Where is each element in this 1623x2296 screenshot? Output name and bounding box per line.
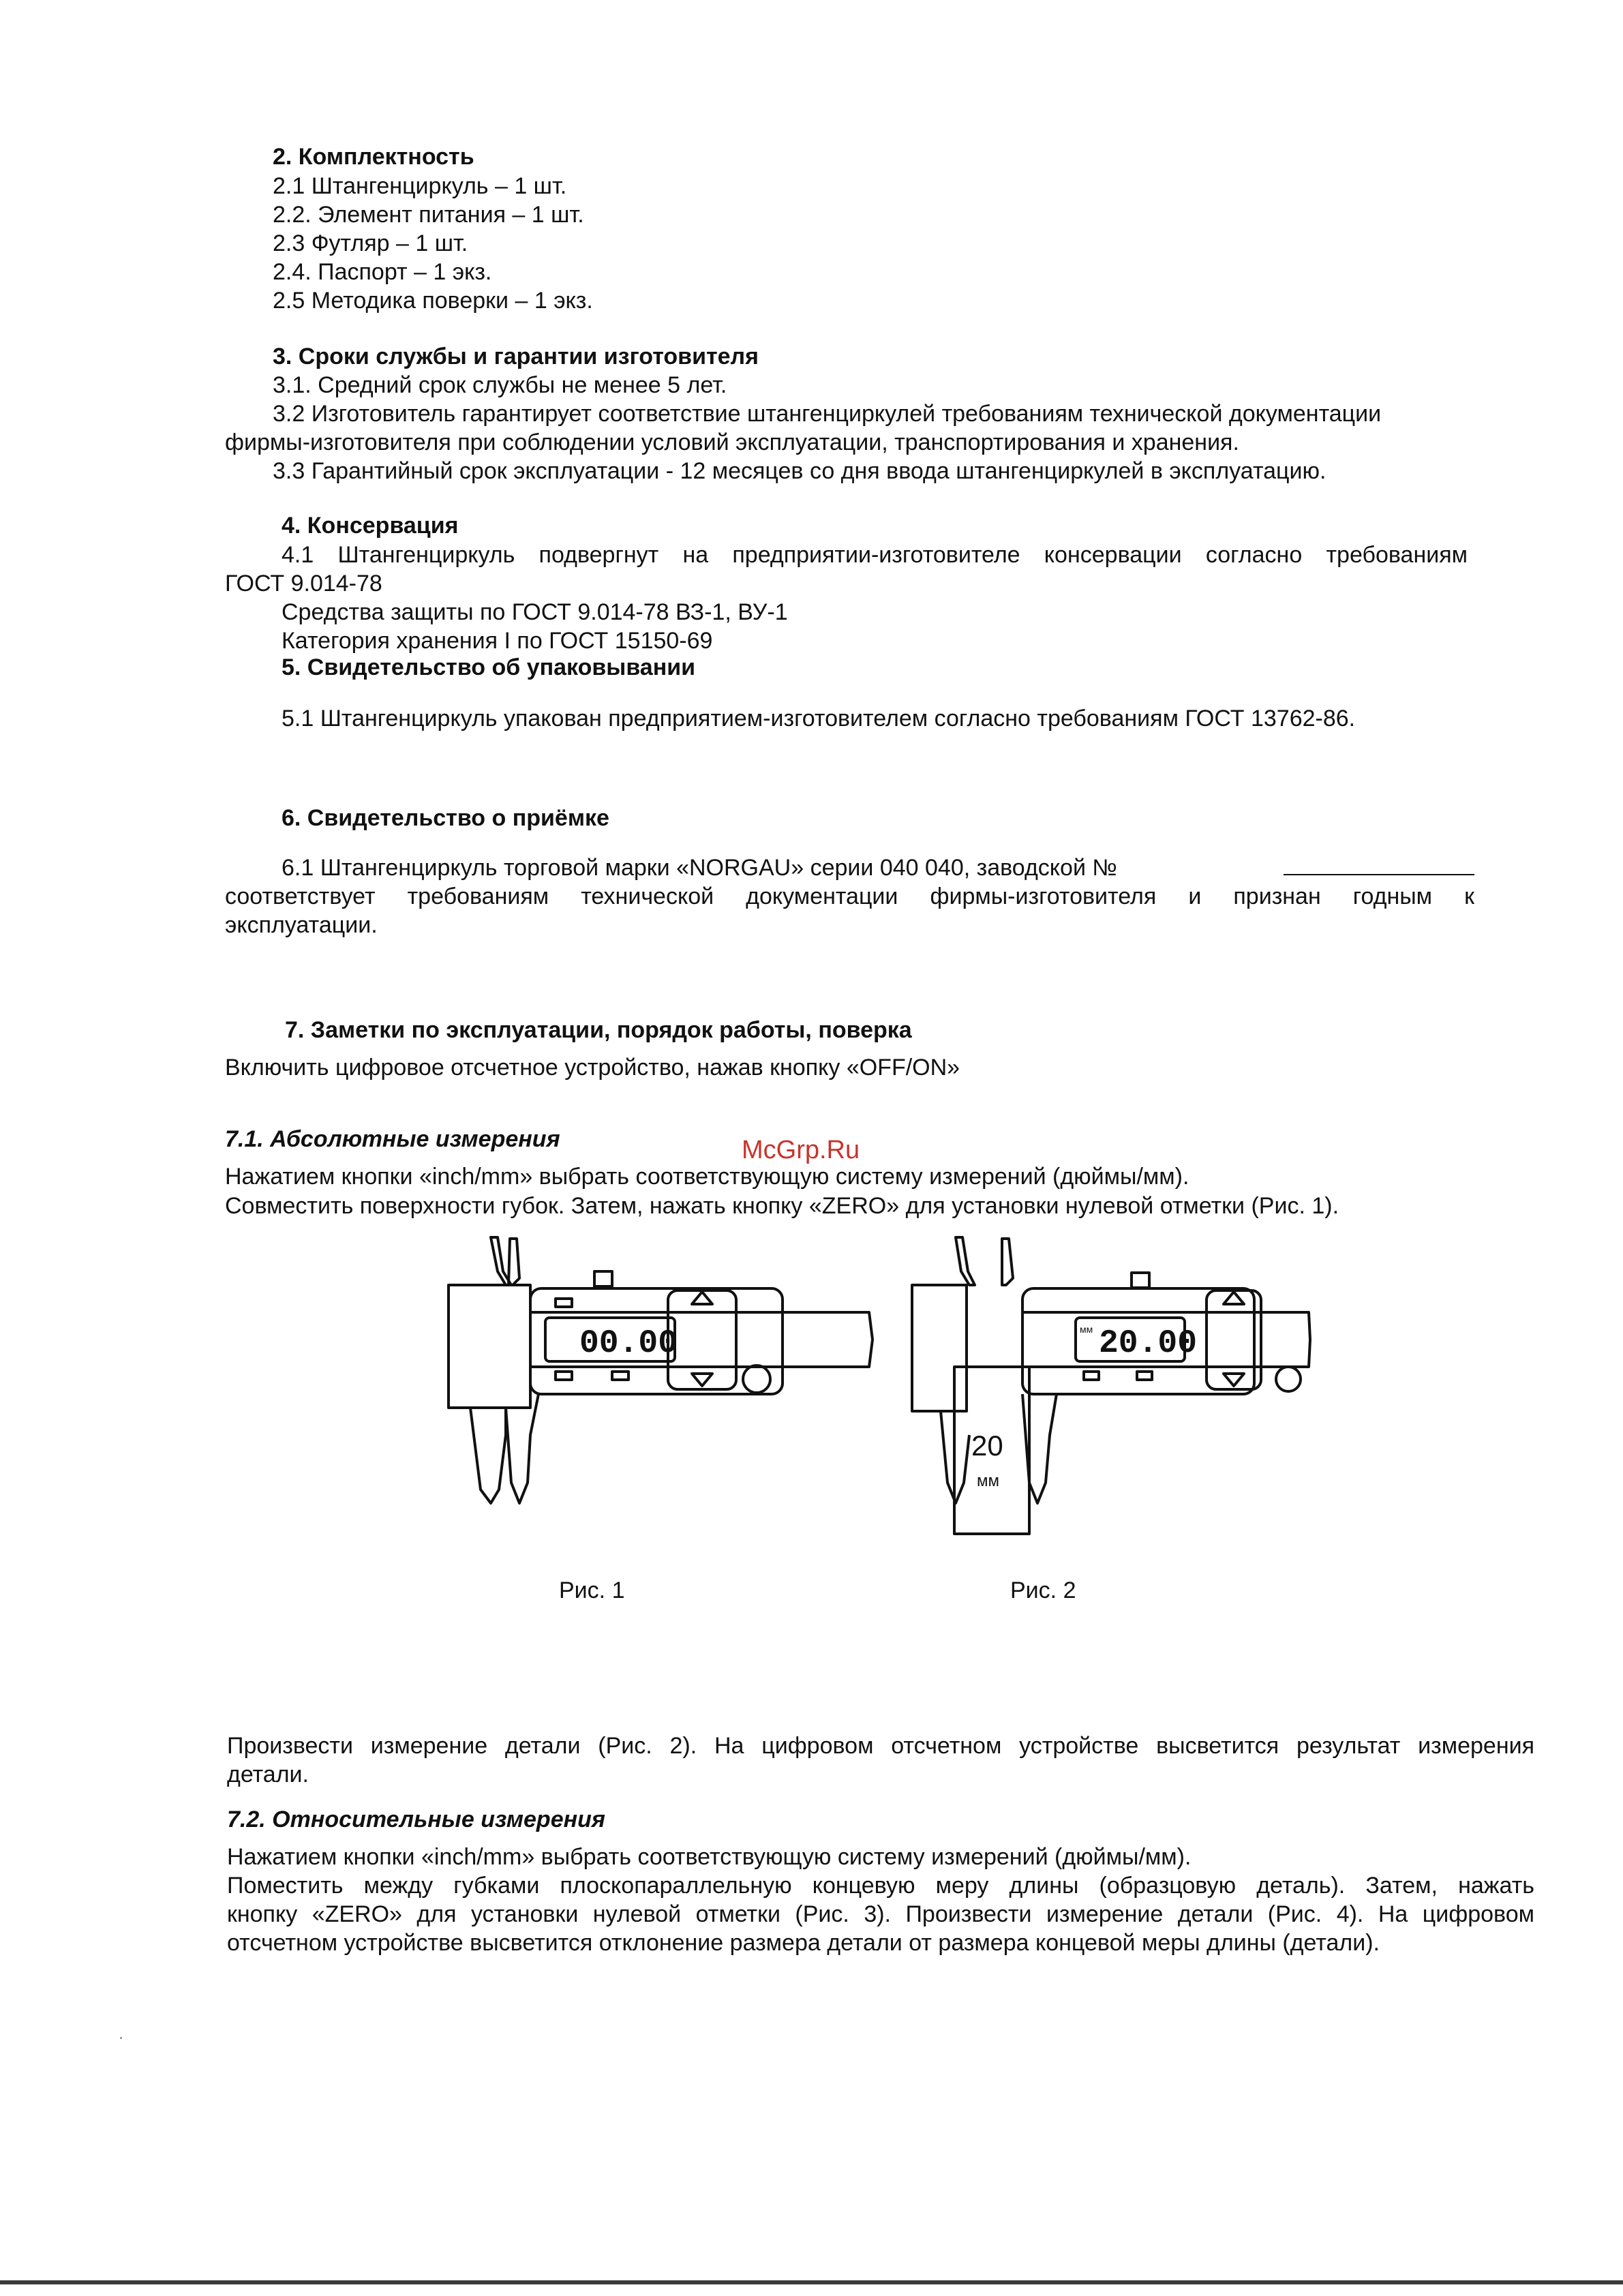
sec7-intro: Включить цифровое отсчетное устройство, нажав кнопку «OFF/ON»	[225, 1055, 960, 1081]
sec7-after-line2: детали.	[227, 1762, 309, 1787]
sec72-p2-line2: кнопку «ZERO» для установки нулевой отметки (Рис. 3). Произвести измерение детали (Рис. 4). На цифровом	[227, 1901, 1534, 1927]
sec5-p1: 5.1 Штангенциркуль упакован предприятием-изготовителем согласно требованиям ГОСТ 13762-86.	[282, 706, 1356, 731]
fig1-upper-jaw-moving	[509, 1239, 519, 1285]
sec3-p2-line1: 3.2 Изготовитель гарантирует соответствие штангенциркулей требованиям технической документации	[273, 401, 1382, 427]
fig2-fixed-head	[912, 1285, 967, 1411]
section-4-title: 4. Консервация	[282, 513, 459, 539]
section-3-title: 3. Сроки службы и гарантии изготовителя	[273, 344, 759, 369]
fig1-up-arrow	[692, 1292, 712, 1304]
sec4-p2: Средства защиты по ГОСТ 9.014-78 ВЗ-1, ВУ-1	[282, 599, 788, 625]
sec2-item-2: 2.2. Элемент питания – 1 шт.	[273, 202, 584, 228]
sec6-p1-line2: соответствует требованиям технической документации фирмы-изготовителя и признан годным к	[225, 883, 1474, 909]
sec6-p1-line1	[282, 854, 1474, 882]
sec3-p3: 3.3 Гарантийный срок эксплуатации - 12 месяцев со дня ввода штангенциркулей в эксплуатацию.	[273, 458, 1326, 484]
sec2-item-5: 2.5 Методика поверки – 1 экз.	[273, 288, 593, 314]
fig1-lock-screw	[594, 1271, 612, 1286]
sec4-p1-line1: 4.1 Штангенциркуль подвергнут на предприятии-изготовителе консервации согласно требованиям	[282, 542, 1468, 568]
sec4-p1-line2: ГОСТ 9.014-78	[225, 571, 382, 596]
sec3-p2-line2: фирмы-изготовителя при соблюдении условий эксплуатации, транспортирования и хранения.	[225, 429, 1239, 455]
figure-2-caption: Рис. 2	[1010, 1577, 1076, 1603]
sec6-p1-line3: эксплуатации.	[225, 912, 378, 938]
fig2-down-arrow	[1224, 1374, 1244, 1386]
fig1-lower-jaw-fixed	[470, 1408, 506, 1503]
watermark-text: McGrp.Ru	[742, 1136, 860, 1164]
fig1-down-arrow	[692, 1374, 712, 1386]
figure-1-caliper-closed	[443, 1230, 879, 1524]
fig2-block-value: 20	[971, 1430, 1003, 1462]
fig2-lock-screw	[1132, 1273, 1149, 1288]
fig2-display-value: 20.00	[1099, 1325, 1198, 1362]
scan-bottom-edge	[0, 2280, 1623, 2284]
fig2-up-arrow	[1224, 1292, 1244, 1304]
sec3-p1: 3.1. Средний срок службы не менее 5 лет.	[273, 372, 727, 398]
sec72-p2-line1: Поместить между губками плоскопараллельную концевую меру длины (образцовую деталь). Затем, нажать	[227, 1873, 1534, 1899]
fig2-upper-jaw-fixed	[956, 1237, 975, 1285]
sec4-p3: Категория хранения I по ГОСТ 15150-69	[282, 628, 713, 654]
fig1-fixed-head	[449, 1285, 530, 1408]
sec2-item-1: 2.1 Штангенциркуль – 1 шт.	[273, 173, 567, 199]
sec2-item-3: 2.3 Футляр – 1 шт.	[273, 230, 468, 256]
fig2-block-unit: мм	[977, 1472, 999, 1490]
section-7-2-title: 7.2. Относительные измерения	[227, 1807, 605, 1832]
figure-2-caliper-measuring	[907, 1230, 1316, 1537]
section-5-title: 5. Свидетельство об упаковывании	[282, 654, 696, 680]
sec72-p2-line3: отсчетном устройстве высветится отклонение размера детали от размера концевой меры длины (детали).	[227, 1930, 1380, 1956]
section-7-title: 7. Заметки по эксплуатации, порядок работы, поверка	[285, 1017, 912, 1043]
sec71-p2: Совместить поверхности губок. Затем, нажать кнопку «ZERO» для установки нулевой отметки (Рис. 1).	[225, 1193, 1339, 1219]
fig1-roller	[743, 1365, 770, 1393]
figure-1-caption: Рис. 1	[559, 1577, 625, 1603]
sec6-p1-line1-text: 6.1 Штангенциркуль торговой марки «NORGAU» серии 040 040, заводской №	[282, 855, 1117, 881]
section-7-1-title: 7.1. Абсолютные измерения	[225, 1126, 560, 1152]
fig2-upper-jaw-moving	[1002, 1239, 1013, 1285]
fig1-display-value: 00.00	[579, 1325, 678, 1362]
fig1-lower-jaw-moving	[506, 1394, 539, 1503]
serial-number-blank	[1284, 854, 1474, 875]
sec7-after-line1: Произвести измерение детали (Рис. 2). На цифровом отсчетном устройстве высветится результат измерения	[227, 1733, 1534, 1759]
section-2-title: 2. Комплектность	[273, 144, 474, 170]
scan-speck	[120, 2037, 122, 2039]
section-6-title: 6. Свидетельство о приёмке	[282, 805, 609, 831]
sec2-item-4: 2.4. Паспорт – 1 экз.	[273, 259, 492, 285]
sec72-p1: Нажатием кнопки «inch/mm» выбрать соответствующую систему измерений (дюймы/мм).	[227, 1844, 1192, 1870]
sec71-p1: Нажатием кнопки «inch/mm» выбрать соответствующую систему измерений (дюймы/мм).	[225, 1164, 1189, 1190]
fig2-lower-jaw-moving	[1022, 1394, 1057, 1503]
fig2-roller	[1276, 1367, 1301, 1391]
fig2-unit-mark: мм	[1080, 1324, 1093, 1335]
